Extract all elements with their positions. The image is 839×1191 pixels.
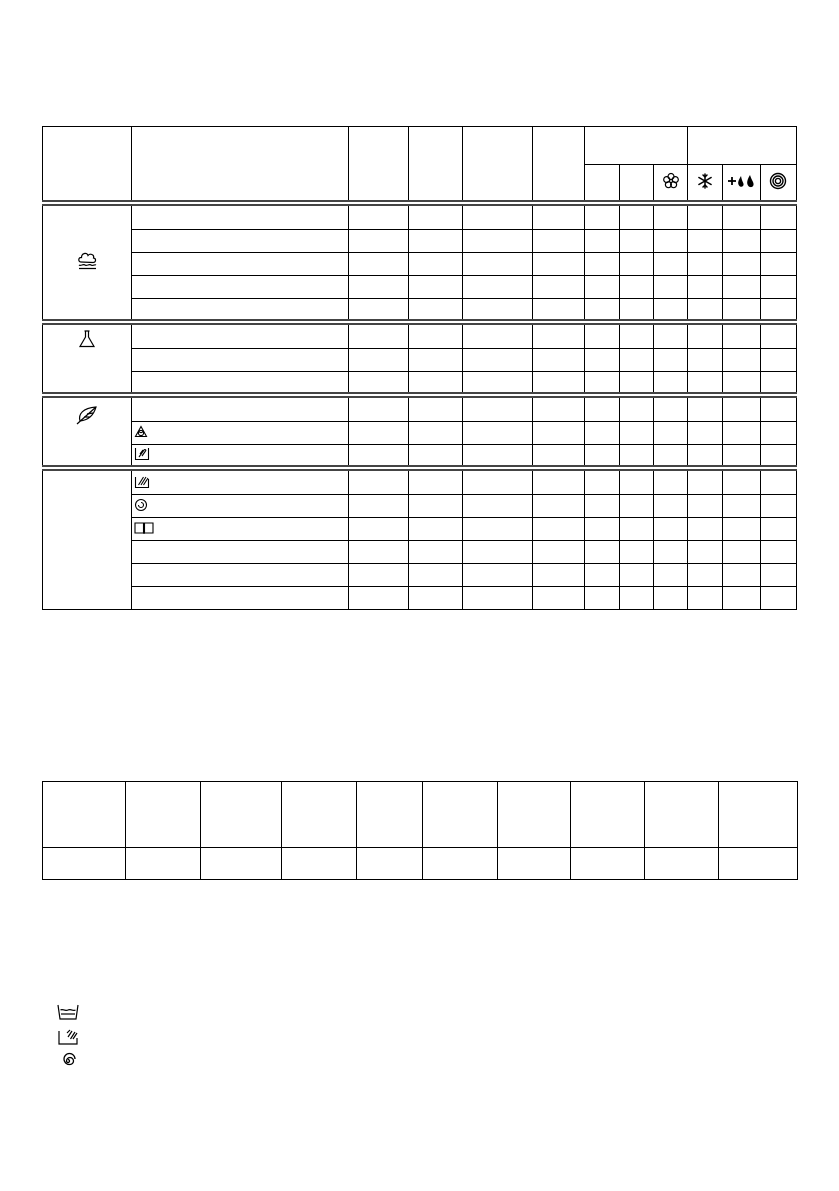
program-cell [132,495,349,518]
table-cell [585,518,620,541]
table-cell [43,782,126,848]
table-cell [760,253,796,276]
program-cell [132,445,349,468]
table-cell [654,541,688,564]
wash-tub-icon [56,1003,80,1021]
table-cell [585,322,620,349]
table-cell [760,299,796,322]
table-cell [349,322,409,349]
table-row [43,322,797,349]
table-cell [349,395,409,422]
program-cell [132,253,349,276]
table-cell [620,518,654,541]
table-cell [349,541,409,564]
table-cell [654,587,688,610]
table-cell [585,422,620,445]
program-cell [132,322,349,349]
table-cell [585,445,620,468]
table-cell [585,276,620,299]
table-cell [532,422,584,445]
table-cell [620,253,654,276]
header-group-cell [688,127,797,165]
table-cell [722,253,760,276]
table-cell [722,445,760,468]
table-cell [349,230,409,253]
table-cell [349,276,409,299]
table-cell [760,276,796,299]
table-row [43,782,798,848]
table-cell [722,587,760,610]
table-cell [349,372,409,395]
table-cell [760,322,796,349]
table-cell [349,445,409,468]
table-cell [719,782,798,848]
table-cell [349,495,409,518]
table-cell [585,230,620,253]
table-cell [760,230,796,253]
table-cell [532,276,584,299]
table-cell [349,349,409,372]
table-cell [620,349,654,372]
table-cell [357,848,423,880]
table-cell [409,422,462,445]
program-cell [132,395,349,422]
table-cell [532,203,584,230]
table-cell [423,848,498,880]
table-cell [722,541,760,564]
table-cell [654,422,688,445]
table-cell [409,587,462,610]
table-cell [645,782,719,848]
header-cell [532,127,584,203]
table-cell [349,587,409,610]
rinse-spray-icon [56,1028,80,1046]
table-cell [654,203,688,230]
table-row [43,203,797,230]
table-cell [532,518,584,541]
table-row [43,541,797,564]
program-cell [132,564,349,587]
table-cell [349,468,409,495]
table-cell [620,587,654,610]
table-cell [532,253,584,276]
table-cell [409,230,462,253]
table-cell [462,445,532,468]
table-cell [654,495,688,518]
feather-icon [43,395,132,468]
table-cell [201,782,282,848]
table-cell [760,518,796,541]
program-cell [132,276,349,299]
table-cell [620,422,654,445]
table-cell [620,230,654,253]
table-cell [688,203,722,230]
table-row [43,253,797,276]
table-cell [462,299,532,322]
table-cell [760,349,796,372]
table-cell [688,230,722,253]
table-row [43,299,797,322]
table-cell [760,587,796,610]
table-cell [43,848,126,880]
table-cell [532,587,584,610]
program-cell [132,422,349,445]
table-cell [688,564,722,587]
table-cell [760,468,796,495]
table-cell [688,276,722,299]
table-cell [722,230,760,253]
spiral-icon [760,165,796,203]
table-cell [688,468,722,495]
table-cell [532,468,584,495]
header-group-cell [585,127,688,165]
table-cell [688,541,722,564]
table-cell [532,395,584,422]
table-cell [462,518,532,541]
table-cell [760,495,796,518]
table-cell [722,422,760,445]
table-cell [462,253,532,276]
table-cell [620,372,654,395]
program-cell [132,349,349,372]
table-cell [620,395,654,422]
table-cell [654,395,688,422]
table-cell [585,203,620,230]
table-cell [532,541,584,564]
table-cell [585,349,620,372]
table-cell [688,518,722,541]
table-cell [462,495,532,518]
table-cell [201,848,282,880]
table-cell [532,445,584,468]
table-cell [498,782,571,848]
table-cell [722,299,760,322]
table-cell [760,564,796,587]
program-cell [132,230,349,253]
spin-icon [134,498,148,515]
table-cell [654,253,688,276]
table-cell [409,253,462,276]
table-cell [532,372,584,395]
table-cell [349,564,409,587]
table-cell [409,349,462,372]
table-cell [688,445,722,468]
header-cell [43,127,132,203]
table-cell [462,230,532,253]
flower-icon [654,165,688,203]
table-cell [585,395,620,422]
table-cell [349,518,409,541]
table-cell [620,276,654,299]
group-cell [43,468,132,610]
table-cell [532,349,584,372]
table-cell [282,848,357,880]
table-cell [462,395,532,422]
table-cell [532,322,584,349]
wool-ball-icon [134,425,148,442]
table-cell [654,445,688,468]
program-cell [132,203,349,230]
table-cell [462,203,532,230]
table-row [43,587,797,610]
table-cell [409,372,462,395]
program-cell [132,372,349,395]
table-cell [585,541,620,564]
table-cell [722,495,760,518]
rinse-icon [134,473,150,492]
table-cell [585,253,620,276]
table-cell [722,468,760,495]
table-row [43,276,797,299]
table-cell [719,848,798,880]
table-cell [126,782,201,848]
table-cell [409,541,462,564]
table-cell [409,468,462,495]
table-cell [462,564,532,587]
table-cell [722,349,760,372]
open-book-icon [134,521,154,538]
table-cell [409,203,462,230]
table-cell [409,395,462,422]
table-cell [688,495,722,518]
table-cell [654,468,688,495]
table-cell [462,349,532,372]
table-cell [654,299,688,322]
table-cell [645,848,719,880]
table-cell [722,395,760,422]
table-cell [349,422,409,445]
table-cell [532,564,584,587]
table-cell [760,422,796,445]
table-cell [688,322,722,349]
table-row [43,372,797,395]
table-cell [688,422,722,445]
table-cell [688,395,722,422]
table-cell [585,468,620,495]
table-cell [688,587,722,610]
header-cell [585,165,620,203]
table-cell [620,564,654,587]
table-row [43,518,797,541]
program-cell [132,518,349,541]
table-cell [462,372,532,395]
table-row [43,395,797,422]
table-cell [722,372,760,395]
table-cell [409,299,462,322]
table-cell [282,782,357,848]
table-row [43,468,797,495]
table-cell [620,495,654,518]
table-cell [126,848,201,880]
table-cell [688,253,722,276]
table-cell [760,541,796,564]
header-cell [349,127,409,203]
program-cell [132,468,349,495]
table-cell [654,372,688,395]
table-cell [585,372,620,395]
table-cell [620,541,654,564]
spin-spiral-icon [56,1052,80,1070]
table-cell [654,230,688,253]
table-cell [654,276,688,299]
table-cell [409,518,462,541]
steam-cloud-icon [43,203,132,322]
table-cell [760,445,796,468]
table-cell [462,422,532,445]
table-cell [722,564,760,587]
table-cell [409,322,462,349]
table-cell [654,518,688,541]
table-cell [423,782,498,848]
table-cell [722,322,760,349]
table-row [43,848,798,880]
table-cell [409,564,462,587]
table-cell [620,468,654,495]
flask-icon [43,322,132,395]
table-cell [357,782,423,848]
table-cell [760,395,796,422]
table-cell [349,253,409,276]
table-row [43,564,797,587]
table-cell [722,518,760,541]
table-cell [620,299,654,322]
table-cell [462,276,532,299]
table-cell [654,564,688,587]
table-row [43,349,797,372]
table-cell [349,203,409,230]
header-cell [462,127,532,203]
table-cell [688,372,722,395]
table-cell [585,299,620,322]
program-cell [132,587,349,610]
table-cell [462,541,532,564]
table-cell [585,587,620,610]
table-cell [571,782,645,848]
table-cell [462,322,532,349]
table-row [43,422,797,445]
table-cell [722,276,760,299]
program-cell [132,541,349,564]
header-cell [132,127,349,203]
header-cell [409,127,462,203]
table-cell [654,322,688,349]
table-cell [498,848,571,880]
table-cell [620,203,654,230]
table-cell [532,299,584,322]
table-cell [654,349,688,372]
table-cell [409,445,462,468]
table-row [43,445,797,468]
table-cell [620,322,654,349]
program-table [42,126,797,610]
table-cell [349,299,409,322]
table-cell [620,445,654,468]
header-cell [620,165,654,203]
consumption-table [42,781,798,880]
table-cell [571,848,645,880]
hand-wash-icon [134,445,150,464]
table-cell [532,230,584,253]
table-cell [585,495,620,518]
table-cell [722,203,760,230]
table-cell [532,495,584,518]
program-cell [132,299,349,322]
table-row [43,230,797,253]
table-cell [462,587,532,610]
table-cell [409,276,462,299]
plus-drops-icon [722,165,760,203]
table-cell [760,372,796,395]
table-cell [688,349,722,372]
table-cell [585,564,620,587]
table-cell [462,468,532,495]
table-cell [409,495,462,518]
header-row-1 [43,127,797,165]
table-cell [688,299,722,322]
snowflake-icon [688,165,722,203]
table-cell [760,203,796,230]
table-row [43,495,797,518]
